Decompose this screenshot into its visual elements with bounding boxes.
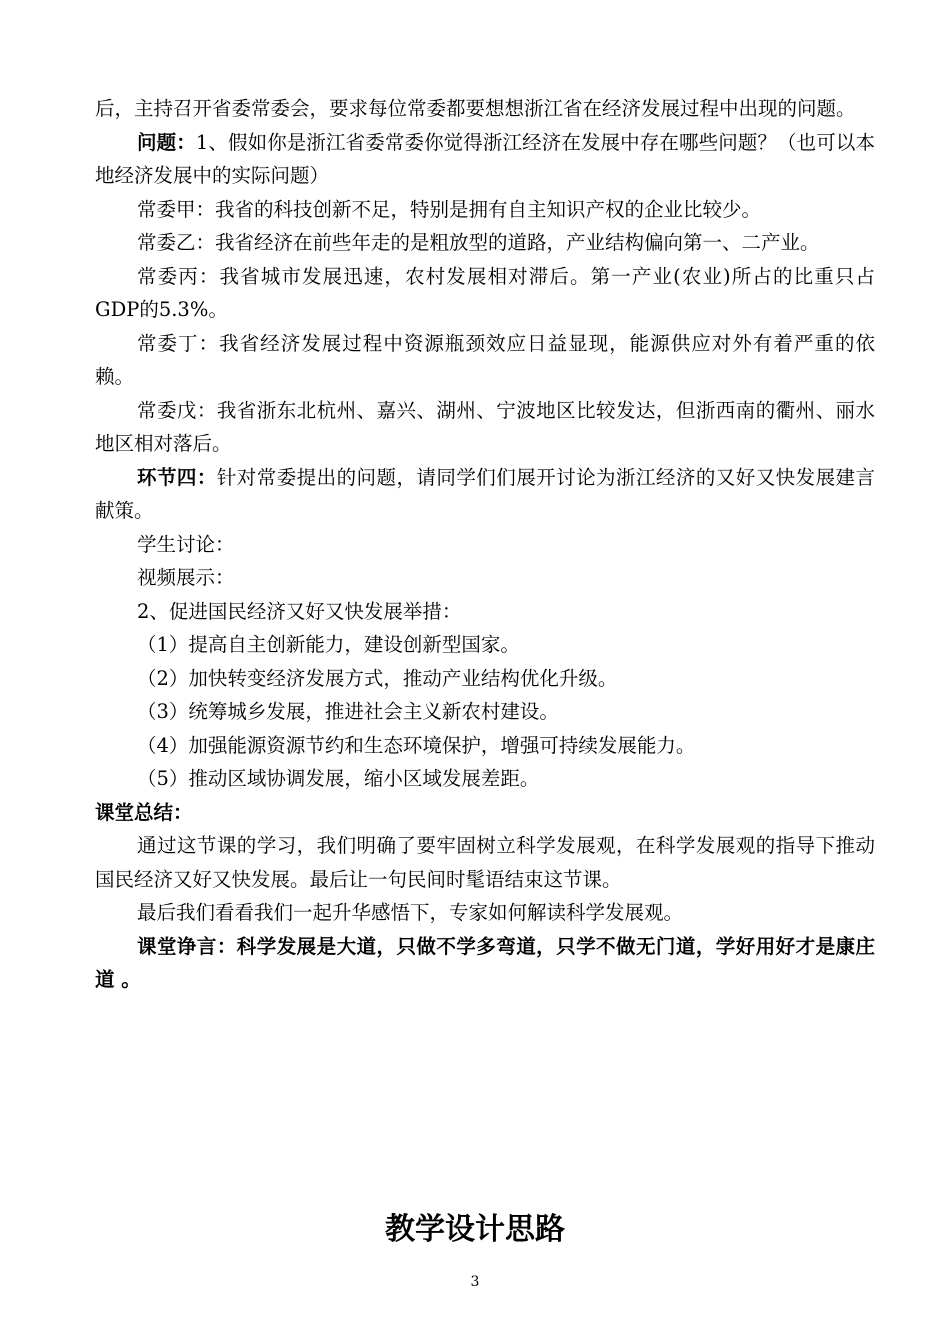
list-item-measure-3: （3）统筹城乡发展，推进社会主义新农村建设。 — [137, 700, 559, 723]
paragraph-committee-a: 常委甲：我省的科技创新不足，特别是拥有自主知识产权的企业比较少。 — [137, 197, 762, 221]
list-item-measure-5: （5）推动区域协调发展，缩小区域发展差距。 — [137, 767, 540, 790]
paragraph-intro: 后，主持召开省委常委会，要求每位常委都要想想浙江省在经济发展过程中出现的问题。 — [95, 97, 856, 120]
paragraph-committee-e: 常委戊：我省浙东北杭州、嘉兴、湖州、宁波地区比较发达，但浙西南的衢州、丽水地区相对落后。 — [95, 398, 875, 455]
page-number: 3 — [470, 1274, 480, 1290]
paragraph-student-discussion: 学生讨论： — [137, 532, 235, 556]
paragraph-video-display: 视频展示： — [137, 566, 235, 589]
paragraph-summary: 通过这节课的学习，我们明确了要牢固树立科学发展观，在科学发展观的指导下推动国民经济又好又快发展。最后让一句民间时髦语结束这节课。 — [95, 834, 875, 891]
step-four-text: 针对常委提出的问题，请同学们们展开讨论为浙江经济的又好又快发展建言献策。 — [95, 465, 875, 522]
paragraph-step-four — [95, 461, 875, 528]
summary-heading: 课堂总结： — [95, 800, 193, 824]
step-four-label: 环节四： — [137, 465, 217, 489]
paragraph-committee-b: 常委乙：我省经济在前些年走的是粗放型的道路，产业结构偏向第一、二产业。 — [137, 231, 820, 254]
question-text: 1、假如你是浙江省委常委你觉得浙江经济在发展中存在哪些问题？（也可以本地经济发展中的实际问题） — [95, 130, 875, 187]
paragraph-question — [95, 126, 875, 193]
paragraph-class-motto: 课堂诤言：科学发展是大道，只做不学多弯道，只学不做无门道，学好用好才是康庄道 。 — [95, 934, 875, 991]
list-item-measure-4: （4）加强能源资源节约和生态环境保护，增强可持续发展能力。 — [137, 733, 696, 757]
list-item-measure-1: （1）提高自主创新能力，建设创新型国家。 — [137, 633, 520, 656]
paragraph-committee-d: 常委丁：我省经济发展过程中资源瓶颈效应日益显现，能源供应对外有着严重的依赖。 — [95, 331, 875, 388]
paragraph-committee-c: 常委丙：我省城市发展迅速，农村发展相对滞后。第一产业(农业)所占的比重只占GDP的5.3%。 — [95, 264, 875, 321]
section-title: 教学设计思路 — [385, 1212, 565, 1247]
paragraph-expert-view: 最后我们看看我们一起升华感悟下，专家如何解读科学发展观。 — [137, 901, 684, 924]
document-body — [95, 92, 875, 997]
list-item-measure-2: （2）加快转变经济发展方式，推动产业结构优化升级。 — [137, 666, 618, 690]
question-label: 问题： — [137, 130, 196, 154]
paragraph-measures-heading: 2、促进国民经济又好又快发展举措： — [137, 599, 462, 623]
